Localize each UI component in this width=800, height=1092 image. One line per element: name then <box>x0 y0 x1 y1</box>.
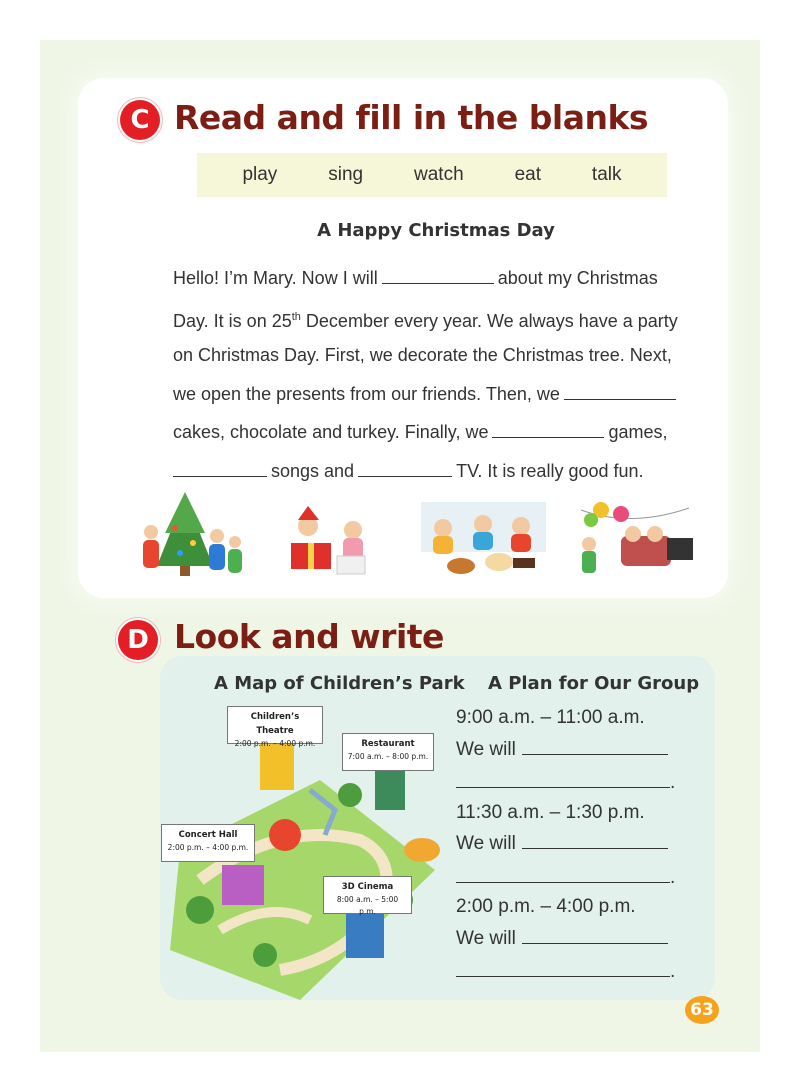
word-bank-item: talk <box>591 164 622 185</box>
answer-line[interactable] <box>522 734 668 755</box>
story-text-part: we open the presents from our friends. Then, we <box>173 383 560 404</box>
section-c-title: Read and fill in the blanks <box>174 98 649 137</box>
story-text-part: cakes, chocolate and turkey. Finally, we <box>173 422 489 442</box>
christmas-tree-illustration <box>135 488 255 592</box>
plan-prompt: We will <box>456 738 516 760</box>
plan-title: A Plan for Our Group <box>488 673 700 694</box>
story-text <box>173 259 703 490</box>
story-text-part: games, <box>608 422 668 442</box>
plan-prompt: We will <box>456 833 516 854</box>
section-d-badge: D <box>118 620 158 660</box>
place-name: Concert Hall <box>178 830 238 840</box>
blank-line[interactable] <box>358 458 452 477</box>
plan-line <box>456 954 686 986</box>
place-name: Restaurant <box>361 739 415 749</box>
blank-line[interactable] <box>492 419 604 438</box>
word-bank-item: play <box>242 164 278 185</box>
answer-line[interactable] <box>456 860 670 883</box>
answer-line[interactable] <box>456 765 670 788</box>
full-stop: . <box>670 866 676 888</box>
story-text-part: Day. It is on 25 <box>173 310 292 331</box>
story-line <box>173 375 703 414</box>
plan-time: 9:00 a.m. – 11:00 a.m. <box>456 707 645 728</box>
story-illustrations <box>135 488 695 592</box>
place-time: 2:00 p.m. – 4:00 p.m. <box>167 843 249 852</box>
plan-prompt: We will <box>456 927 516 949</box>
section-c-badge: C <box>120 100 160 140</box>
story-line <box>173 413 703 452</box>
story-text-part: songs and <box>271 460 355 481</box>
place-time: 8:00 a.m. – 5:00 p.m. <box>336 895 399 916</box>
story-line <box>173 298 703 337</box>
story-text-part: December every year. We always have a party <box>300 310 678 331</box>
answer-line[interactable] <box>456 954 670 977</box>
plan-line <box>456 923 686 955</box>
plan-time: 2:00 p.m. – 4:00 p.m. <box>456 896 636 917</box>
blank-line[interactable] <box>173 458 267 477</box>
word-bank-item: eat <box>514 164 541 185</box>
map-label-3d-cinema <box>323 876 412 914</box>
blank-line[interactable] <box>382 265 494 284</box>
plan-time: 11:30 a.m. – 1:30 p.m. <box>456 801 645 823</box>
story-text-part: Hello! I’m Mary. Now I will <box>173 268 378 288</box>
group-plan <box>456 702 686 986</box>
story-line <box>173 259 703 298</box>
story-line <box>173 452 703 491</box>
watch-tv-illustration <box>571 488 695 592</box>
word-bank-item: watch <box>414 164 464 185</box>
full-stop: . <box>670 961 676 982</box>
plan-line <box>456 828 686 860</box>
place-time: 2:00 p.m. – 4:00 p.m. <box>234 739 316 748</box>
word-bank <box>197 153 667 197</box>
plan-line <box>456 734 686 766</box>
answer-line[interactable] <box>522 828 668 849</box>
word-bank-item: sing <box>328 164 364 185</box>
story-text-part: TV. It is really good fun. <box>456 460 644 481</box>
story-text-part: about my Christmas <box>497 268 658 288</box>
section-d-title: Look and write <box>174 617 444 656</box>
party-food-illustration <box>421 488 551 592</box>
map-label-childrens-theatre <box>227 706 323 748</box>
story-title: A Happy Christmas Day <box>317 220 555 241</box>
map-label-restaurant <box>342 733 434 771</box>
plan-line <box>456 860 686 892</box>
map-title: A Map of Children’s Park <box>214 673 465 694</box>
plan-line <box>456 765 686 797</box>
map-label-concert-hall <box>161 824 255 862</box>
story-line <box>173 336 703 375</box>
page-number: 63 <box>685 996 719 1024</box>
presents-illustration <box>263 488 383 592</box>
superscript: th <box>291 310 301 323</box>
blank-line[interactable] <box>564 381 676 400</box>
story-text-part: on Christmas Day. First, we decorate the Christmas tree. Next, <box>173 345 672 365</box>
place-name: 3D Cinema <box>341 882 394 892</box>
full-stop: . <box>670 772 676 793</box>
answer-line[interactable] <box>522 923 668 944</box>
place-time: 7:00 a.m. – 8:00 p.m. <box>347 752 429 761</box>
place-name: Children’s Theatre <box>250 712 300 736</box>
